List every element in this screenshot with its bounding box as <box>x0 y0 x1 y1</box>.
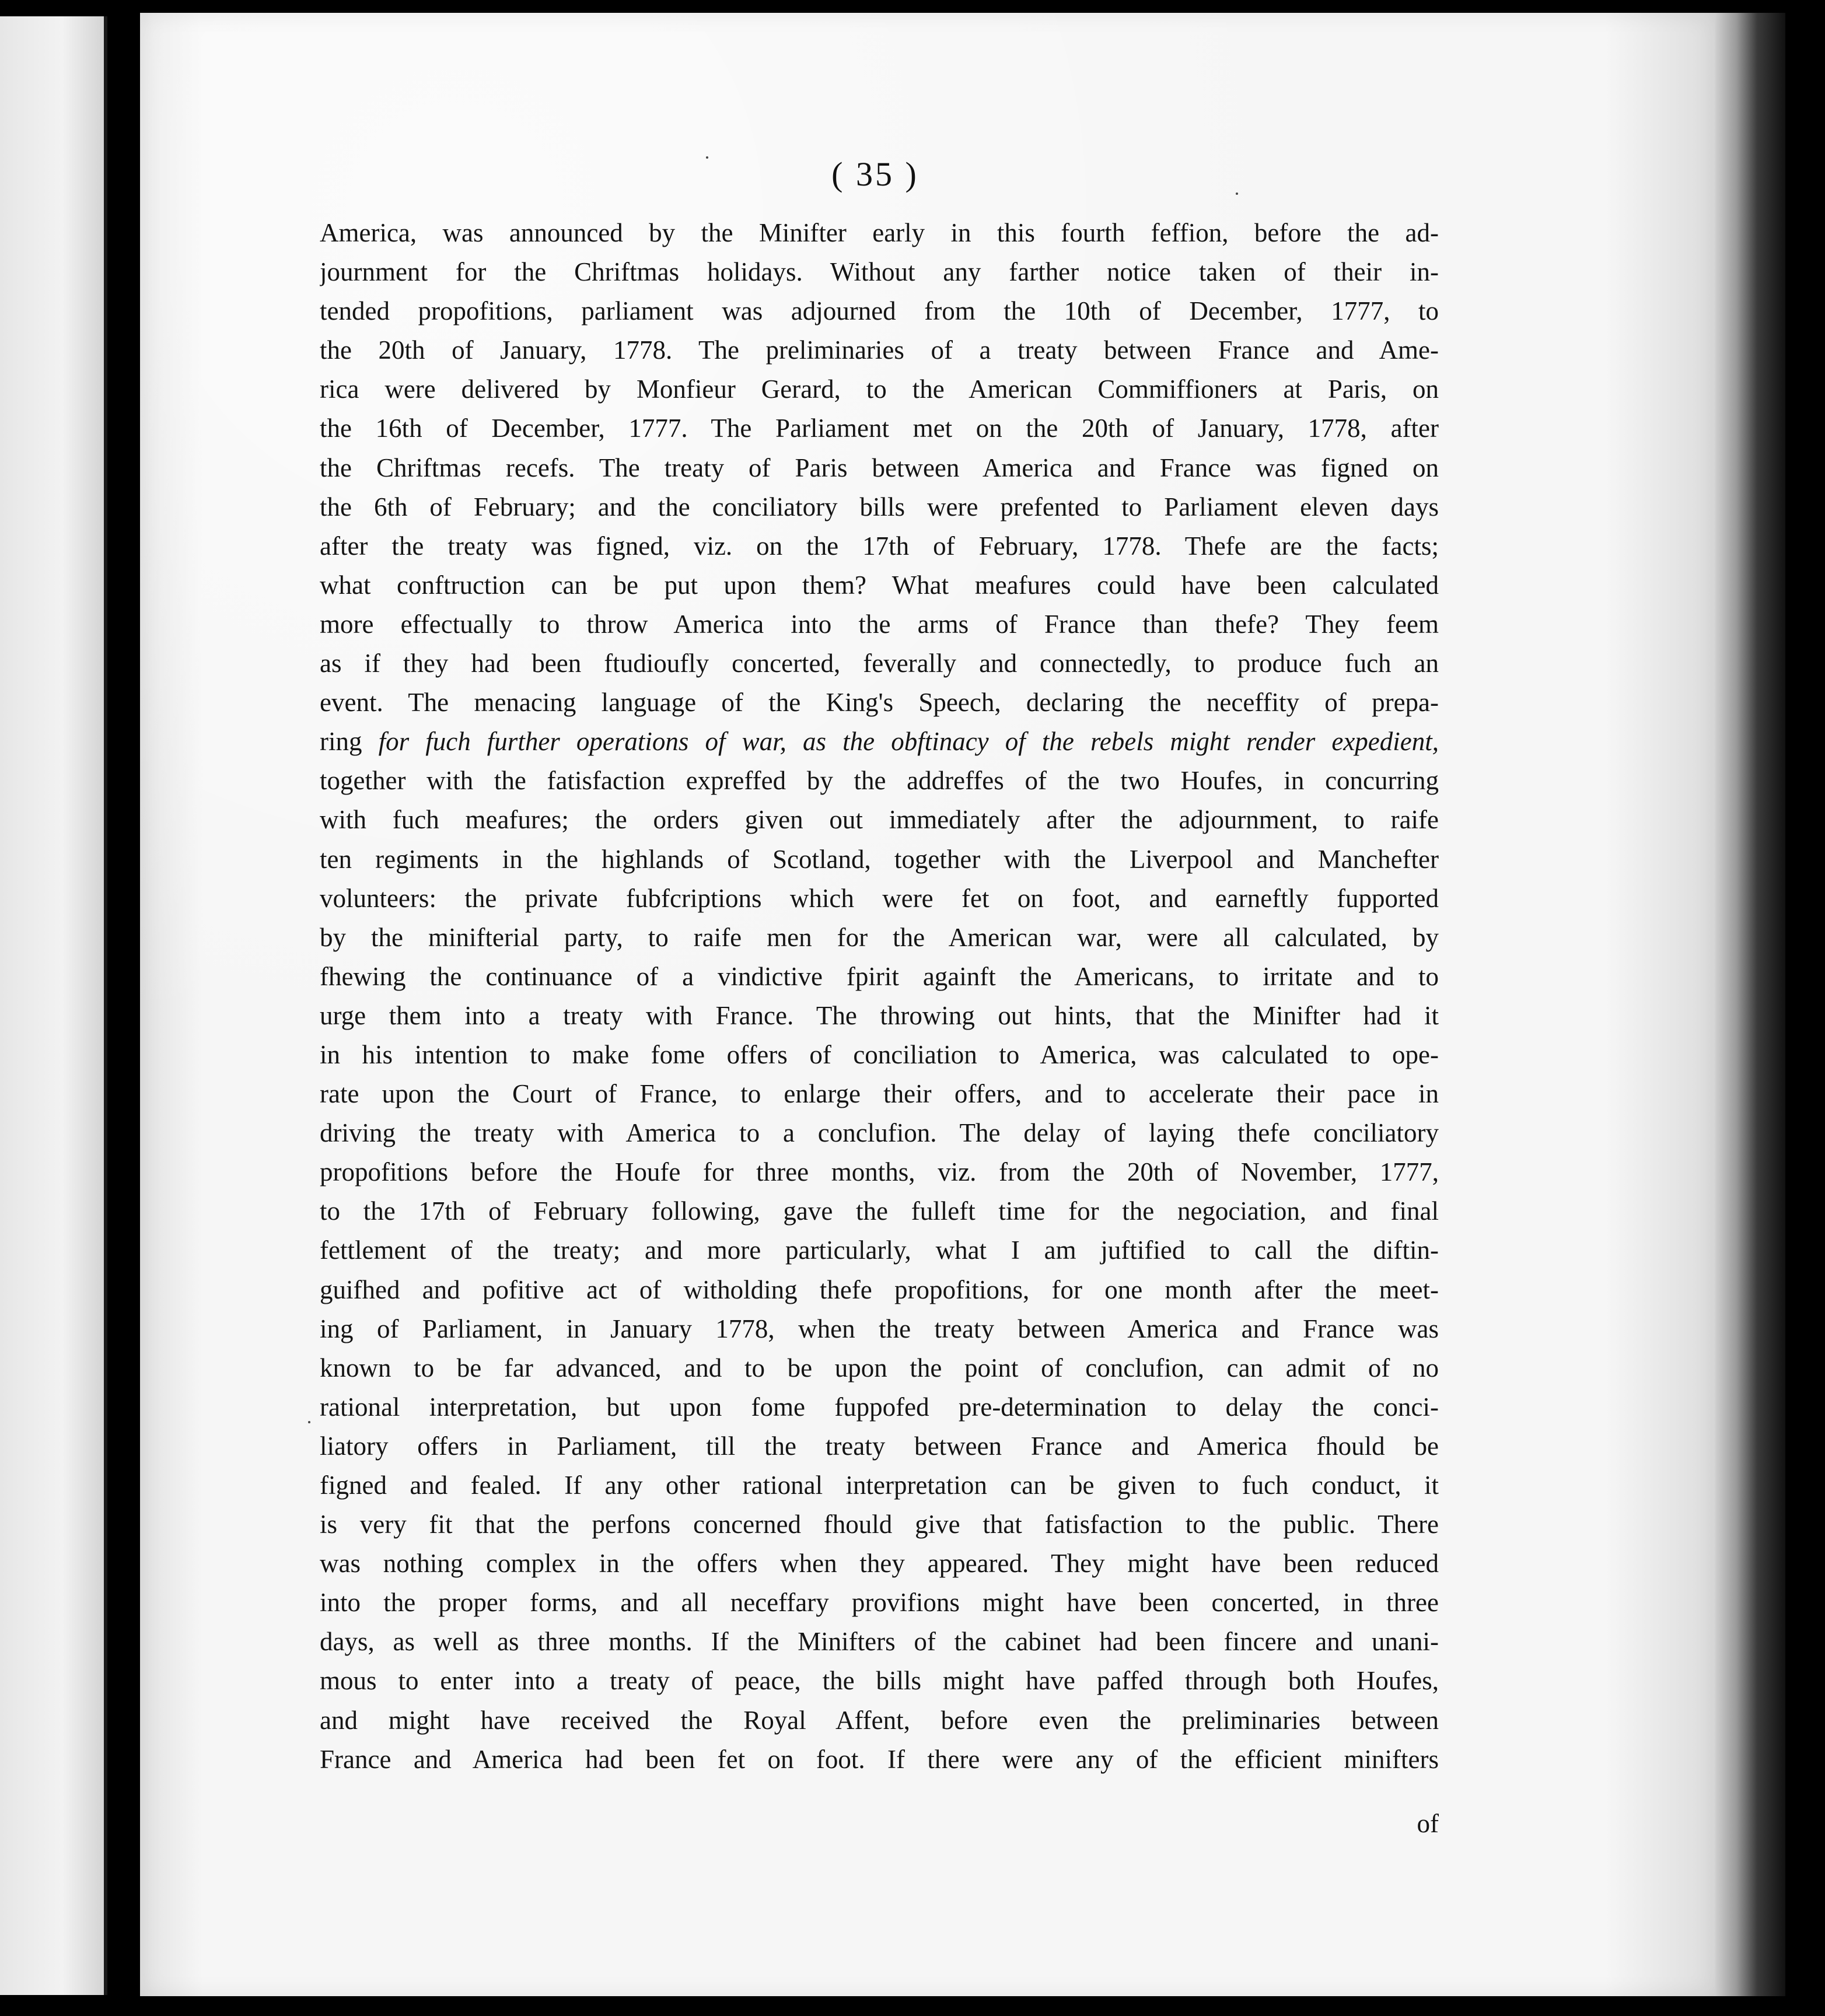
text-line: rate upon the Court of France, to enlarge their offers, and to accelerate their pace in <box>320 1079 1439 1109</box>
text-line: rica were delivered by Monfieur Gerard, to the American Commiffioners at Paris, on <box>320 374 1439 404</box>
text-line: France and America had been fet on foot. If there were any of the efficient minifters <box>320 1744 1439 1774</box>
text-line: event. The menacing language of the King's Speech, declaring the neceffity of prepa- <box>320 688 1439 718</box>
page-number: ( 35 ) <box>831 155 919 193</box>
text-line: figned and fealed. If any other rational interpretation can be given to fuch conduct, it <box>320 1471 1439 1500</box>
paper-speck <box>706 156 708 159</box>
text-line: urge them into a treaty with France. The throwing out hints, that the Minifter had it <box>320 1000 1439 1030</box>
text-line-lead: ring <box>320 727 362 757</box>
text-line: propofitions before the Houfe for three months, viz. from the 20th of November, 1777, <box>320 1157 1439 1187</box>
text-line-with-italic <box>320 722 1439 761</box>
italic-quotation: for fuch further operations of war, as the obftinacy of the rebels might render expedient, <box>378 727 1439 757</box>
text-line: journment for the Chriftmas holidays. Without any farther notice taken of their in- <box>320 257 1439 287</box>
text-line: known to be far advanced, and to be upon the point of conclufion, can admit of no <box>320 1353 1439 1382</box>
catchword: of <box>1417 1809 1439 1838</box>
text-line: what conftruction can be put upon them? What meafures could have been calculated <box>320 570 1439 600</box>
body-text <box>320 214 1439 1779</box>
text-line: is very fit that the perfons concerned fhould give that fatisfaction to the public. There <box>320 1510 1439 1539</box>
text-line: after the treaty was figned, viz. on the 17th of February, 1778. Thefe are the facts; <box>320 531 1439 561</box>
text-line: together with the fatisfaction expreffed by the addreffes of the two Houfes, in concurring <box>320 766 1439 796</box>
text-line: to the 17th of February following, gave the fulleft time for the negociation, and final <box>320 1196 1439 1226</box>
text-line: America, was announced by the Minifter early in this fourth feffion, before the ad- <box>320 218 1439 247</box>
text-line: and might have received the Royal Affent, before even the preliminaries between <box>320 1705 1439 1735</box>
text-line: liatory offers in Parliament, till the treaty between France and America fhould be <box>320 1431 1439 1461</box>
text-line: days, as well as three months. If the Minifters of the cabinet had been fincere and unani- <box>320 1627 1439 1657</box>
text-line: mous to enter into a treaty of peace, the bills might have paffed through both Houfes, <box>320 1666 1439 1696</box>
text-line: fettlement of the treaty; and more particularly, what I am juftified to call the diftin- <box>320 1236 1439 1265</box>
text-line: was nothing complex in the offers when they appeared. They might have been reduced <box>320 1549 1439 1578</box>
scan-border <box>0 1996 1825 2016</box>
text-line: ten regiments in the highlands of Scotland, together with the Liverpool and Manchefter <box>320 844 1439 874</box>
text-line: volunteers: the private fubfcriptions which were fet on foot, and earneftly fupported <box>320 883 1439 913</box>
paper-speck <box>1236 192 1238 195</box>
text-line: into the proper forms, and all neceffary provifions might have been concerted, in three <box>320 1588 1439 1618</box>
page-fore-edge <box>1715 13 1785 1996</box>
text-line: the Chriftmas recefs. The treaty of Paris between America and France was figned on <box>320 453 1439 482</box>
facing-page-edge <box>0 16 107 1995</box>
text-line: ing of Parliament, in January 1778, when the treaty between America and France was <box>320 1314 1439 1343</box>
text-line: as if they had been ftudioufly concerted, feverally and connectedly, to produce fuch an <box>320 649 1439 678</box>
text-line: driving the treaty with America to a conclufion. The delay of laying thefe conciliatory <box>320 1118 1439 1148</box>
text-line: tended propofitions, parliament was adjourned from the 10th of December, 1777, to <box>320 296 1439 326</box>
text-line: in his intention to make fome offers of conciliation to America, was calculated to ope- <box>320 1040 1439 1069</box>
text-line: by the minifterial party, to raife men for the American war, were all calculated, by <box>320 922 1439 952</box>
book-gutter <box>107 0 140 2016</box>
text-line: the 16th of December, 1777. The Parliament met on the 20th of January, 1778, after <box>320 414 1439 443</box>
text-line: guifhed and pofitive act of witholding thefe propofitions, for one month after the meet- <box>320 1275 1439 1304</box>
text-line: fhewing the continuance of a vindictive fpirit againft the Americans, to irritate and to <box>320 961 1439 991</box>
paper-speck <box>308 1421 310 1423</box>
text-line: the 20th of January, 1778. The preliminaries of a treaty between France and Ame- <box>320 335 1439 365</box>
text-line: more effectually to throw America into the arms of France than thefe? They feem <box>320 609 1439 639</box>
text-line: the 6th of February; and the conciliatory bills were prefented to Parliament eleven days <box>320 492 1439 522</box>
text-line: rational interpretation, but upon fome fuppofed pre-determination to delay the conci- <box>320 1392 1439 1422</box>
text-line: with fuch meafures; the orders given out immediately after the adjournment, to raife <box>320 805 1439 835</box>
